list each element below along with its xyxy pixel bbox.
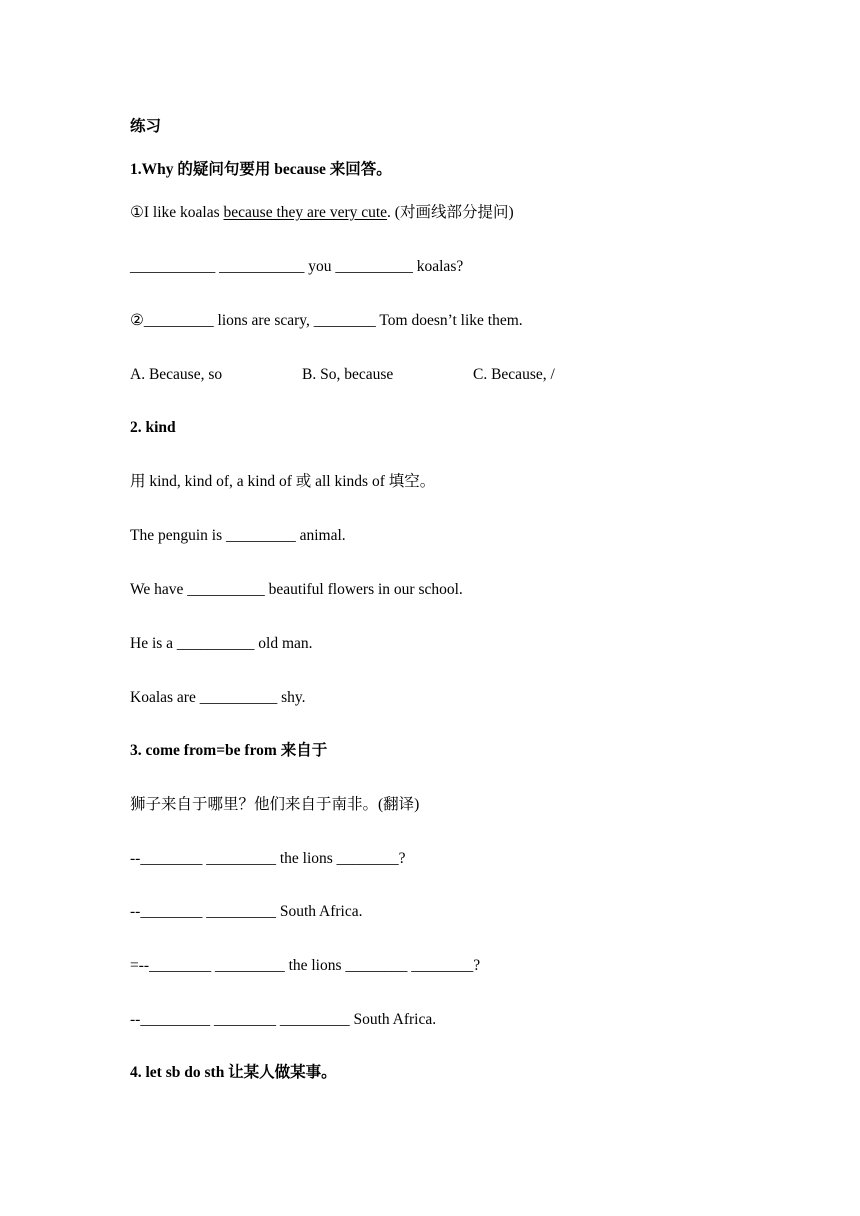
option-c: C. Because, /: [473, 366, 555, 383]
option-a: A. Because, so: [130, 366, 223, 383]
page-heading: 练习: [130, 118, 162, 135]
section-3-instruction: 狮子来自于哪里？他们来自于南非。(翻译): [130, 796, 420, 813]
section-1-title: 1.Why 的疑问句要用 because 来回答。: [130, 161, 392, 178]
question-1-suffix: . (对画线部分提问): [387, 204, 514, 221]
section-3-line: =--________ _________ the lions ________ ________?: [130, 957, 481, 974]
question-1-sentence: [130, 203, 514, 223]
section-3-title: 3. come from=be from 来自于: [130, 742, 328, 759]
section-3-line: --_________ ________ _________ South Africa.: [130, 1011, 437, 1028]
section-2-instruction: 用 kind, kind of, a kind of 或 all kinds of 填空。: [130, 473, 436, 490]
question-1-answer-blanks: ___________ ___________ you __________ koalas?: [130, 258, 464, 275]
section-2-item: We have __________ beautiful flowers in our school.: [130, 581, 463, 598]
section-2-item: The penguin is _________ animal.: [130, 527, 346, 544]
section-3-line: --________ _________ South Africa.: [130, 903, 363, 920]
section-3-line: --________ _________ the lions ________?: [130, 850, 406, 867]
section-4-title: 4. let sb do sth 让某人做某事。: [130, 1064, 337, 1081]
question-2-options: [0, 365, 860, 385]
question-1-underlined-part: because they are very cute: [223, 204, 388, 221]
section-2-item: He is a __________ old man.: [130, 635, 313, 652]
section-2-item: Koalas are __________ shy.: [130, 689, 306, 706]
section-2-title: 2. kind: [130, 419, 176, 436]
question-1-prefix: ①I like koalas: [130, 204, 224, 221]
option-b: B. So, because: [302, 366, 394, 383]
question-2-sentence: ②_________ lions are scary, ________ Tom doesn’t like them.: [130, 312, 523, 329]
